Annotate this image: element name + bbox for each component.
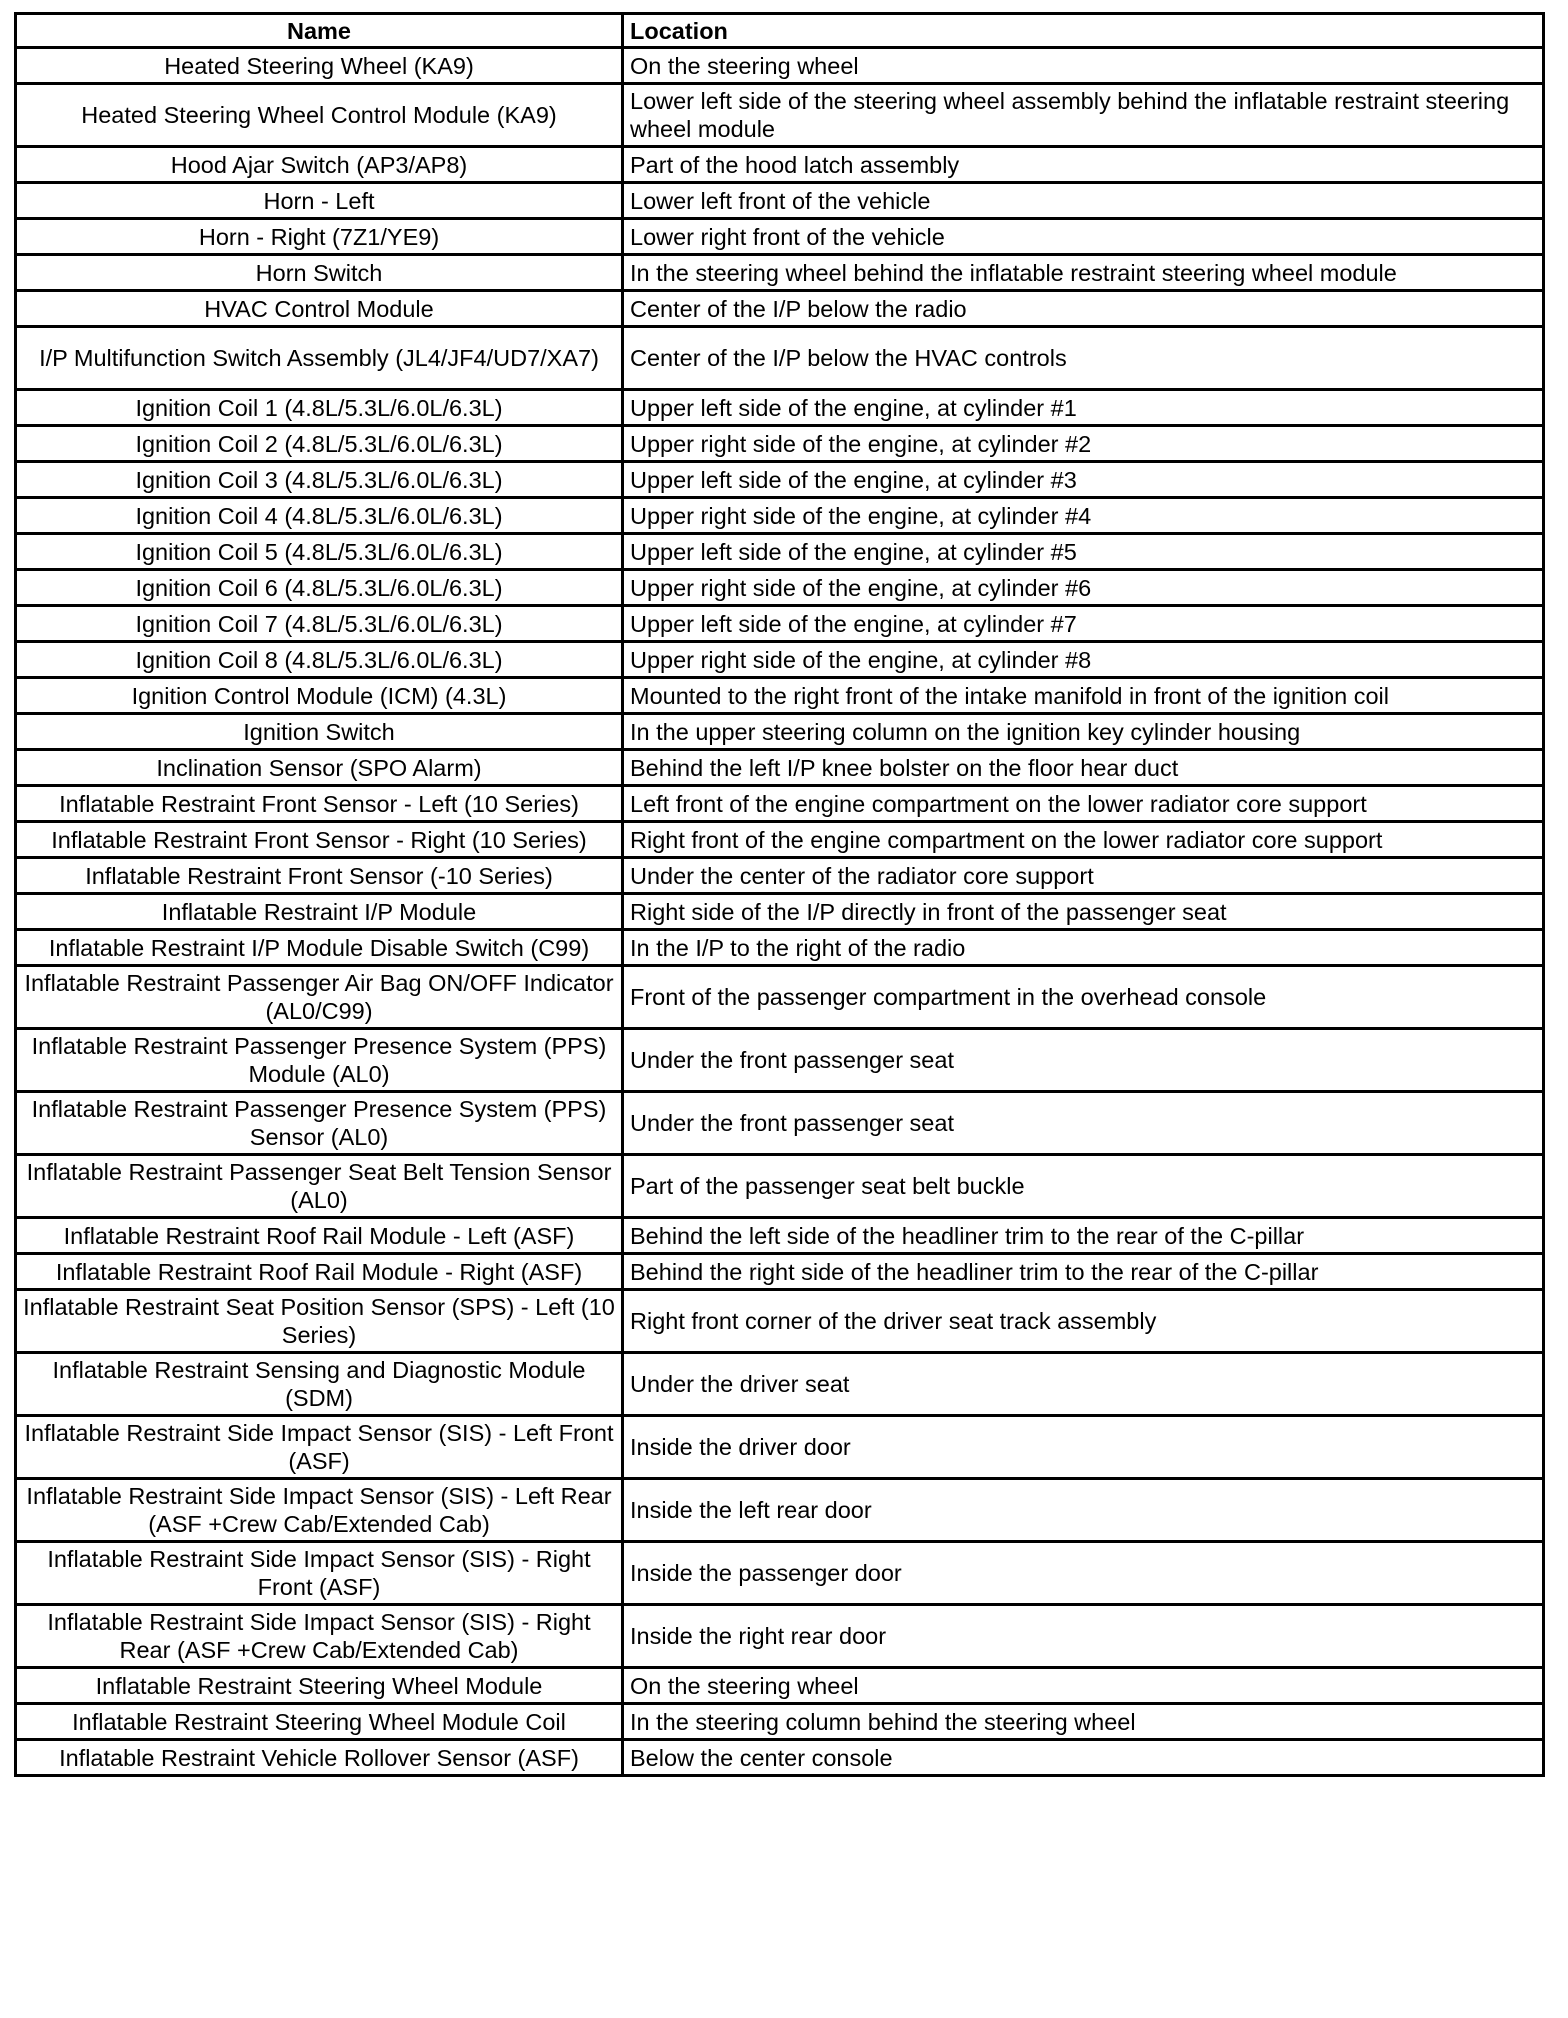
table-row <box>16 570 1544 606</box>
component-name-cell: Inflatable Restraint Vehicle Rollover Sensor (ASF) <box>16 1740 623 1776</box>
component-location-cell: Right front corner of the driver seat track assembly <box>623 1290 1544 1353</box>
component-location-cell: Behind the left I/P knee bolster on the floor hear duct <box>623 750 1544 786</box>
component-location-cell: Lower left side of the steering wheel assembly behind the inflatable restraint steering wheel module <box>623 84 1544 147</box>
component-name-cell: Inflatable Restraint Front Sensor - Left (10 Series) <box>16 786 623 822</box>
component-location-cell: Under the front passenger seat <box>623 1029 1544 1092</box>
component-location-cell: Lower right front of the vehicle <box>623 219 1544 255</box>
table-row <box>16 426 1544 462</box>
table-row <box>16 966 1544 1029</box>
component-name-cell: Inflatable Restraint Sensing and Diagnostic Module (SDM) <box>16 1353 623 1416</box>
table-row <box>16 858 1544 894</box>
table-row <box>16 894 1544 930</box>
table-row <box>16 930 1544 966</box>
component-location-cell: In the steering wheel behind the inflatable restraint steering wheel module <box>623 255 1544 291</box>
header-row <box>16 14 1544 48</box>
component-name-cell: Heated Steering Wheel Control Module (KA9) <box>16 84 623 147</box>
component-location-cell: In the upper steering column on the ignition key cylinder housing <box>623 714 1544 750</box>
table-row <box>16 498 1544 534</box>
component-location-cell: Upper left side of the engine, at cylinder #1 <box>623 390 1544 426</box>
component-name-cell: Ignition Coil 8 (4.8L/5.3L/6.0L/6.3L) <box>16 642 623 678</box>
component-name-cell: Ignition Coil 7 (4.8L/5.3L/6.0L/6.3L) <box>16 606 623 642</box>
component-name-cell: Inflatable Restraint Side Impact Sensor (SIS) - Right Rear (ASF +Crew Cab/Extended Cab) <box>16 1605 623 1668</box>
component-location-cell: Lower left front of the vehicle <box>623 183 1544 219</box>
component-name-cell: Inflatable Restraint Roof Rail Module - Right (ASF) <box>16 1254 623 1290</box>
table-row <box>16 183 1544 219</box>
component-name-cell: Horn - Left <box>16 183 623 219</box>
component-location-cell: Under the center of the radiator core support <box>623 858 1544 894</box>
component-name-cell: Ignition Coil 6 (4.8L/5.3L/6.0L/6.3L) <box>16 570 623 606</box>
component-name-cell: Inflatable Restraint I/P Module Disable Switch (C99) <box>16 930 623 966</box>
component-location-cell: Front of the passenger compartment in the overhead console <box>623 966 1544 1029</box>
component-name-cell: Inflatable Restraint Passenger Seat Belt Tension Sensor (AL0) <box>16 1155 623 1218</box>
component-name-cell: Ignition Coil 5 (4.8L/5.3L/6.0L/6.3L) <box>16 534 623 570</box>
table-row <box>16 822 1544 858</box>
component-location-cell: Behind the right side of the headliner trim to the rear of the C-pillar <box>623 1254 1544 1290</box>
component-location-cell: In the I/P to the right of the radio <box>623 930 1544 966</box>
component-location-cell: In the steering column behind the steering wheel <box>623 1704 1544 1740</box>
table-row <box>16 1254 1544 1290</box>
component-location-cell: Below the center console <box>623 1740 1544 1776</box>
component-location-cell: Upper right side of the engine, at cylinder #2 <box>623 426 1544 462</box>
component-name-cell: Ignition Switch <box>16 714 623 750</box>
table-row <box>16 1155 1544 1218</box>
component-name-cell: Inflatable Restraint Side Impact Sensor (SIS) - Right Front (ASF) <box>16 1542 623 1605</box>
component-location-cell: Behind the left side of the headliner trim to the rear of the C-pillar <box>623 1218 1544 1254</box>
table-row <box>16 1605 1544 1668</box>
table-row <box>16 1353 1544 1416</box>
component-name-cell: HVAC Control Module <box>16 291 623 327</box>
table-row <box>16 1479 1544 1542</box>
component-location-cell: Right front of the engine compartment on the lower radiator core support <box>623 822 1544 858</box>
component-location-cell: Upper right side of the engine, at cylinder #4 <box>623 498 1544 534</box>
component-name-cell: Ignition Coil 1 (4.8L/5.3L/6.0L/6.3L) <box>16 390 623 426</box>
table-row <box>16 84 1544 147</box>
component-name-cell: Inflatable Restraint Side Impact Sensor (SIS) - Left Front (ASF) <box>16 1416 623 1479</box>
component-name-cell: Inflatable Restraint Passenger Air Bag ON/OFF Indicator (AL0/C99) <box>16 966 623 1029</box>
table-row <box>16 219 1544 255</box>
component-name-cell: Inflatable Restraint Front Sensor - Right (10 Series) <box>16 822 623 858</box>
table-row <box>16 642 1544 678</box>
table-row <box>16 48 1544 84</box>
table-row <box>16 534 1544 570</box>
component-location-cell: On the steering wheel <box>623 48 1544 84</box>
component-name-cell: Inflatable Restraint Roof Rail Module - Left (ASF) <box>16 1218 623 1254</box>
location-column-header: Location <box>623 14 1544 48</box>
table-row <box>16 714 1544 750</box>
component-location-cell: Upper left side of the engine, at cylinder #5 <box>623 534 1544 570</box>
component-location-cell: Upper right side of the engine, at cylinder #6 <box>623 570 1544 606</box>
component-location-cell: Part of the hood latch assembly <box>623 147 1544 183</box>
component-name-cell: Inflatable Restraint Steering Wheel Module <box>16 1668 623 1704</box>
component-location-cell: Upper left side of the engine, at cylinder #3 <box>623 462 1544 498</box>
table-row <box>16 1704 1544 1740</box>
table-row <box>16 255 1544 291</box>
component-name-cell: Inflatable Restraint I/P Module <box>16 894 623 930</box>
component-name-cell: Ignition Coil 3 (4.8L/5.3L/6.0L/6.3L) <box>16 462 623 498</box>
component-location-cell: Mounted to the right front of the intake manifold in front of the ignition coil <box>623 678 1544 714</box>
component-location-cell: Right side of the I/P directly in front of the passenger seat <box>623 894 1544 930</box>
component-name-cell: Ignition Control Module (ICM) (4.3L) <box>16 678 623 714</box>
component-location-cell: Center of the I/P below the HVAC controls <box>623 327 1544 390</box>
component-location-cell: Under the driver seat <box>623 1353 1544 1416</box>
component-name-cell: Horn - Right (7Z1/YE9) <box>16 219 623 255</box>
component-name-cell: Hood Ajar Switch (AP3/AP8) <box>16 147 623 183</box>
table-row <box>16 750 1544 786</box>
component-location-cell: Upper right side of the engine, at cylinder #8 <box>623 642 1544 678</box>
component-name-cell: Inflatable Restraint Front Sensor (-10 Series) <box>16 858 623 894</box>
component-location-table <box>14 12 1545 1777</box>
component-name-cell: Ignition Coil 2 (4.8L/5.3L/6.0L/6.3L) <box>16 426 623 462</box>
component-name-cell: Horn Switch <box>16 255 623 291</box>
component-name-cell: Inflatable Restraint Side Impact Sensor (SIS) - Left Rear (ASF +Crew Cab/Extended Cab) <box>16 1479 623 1542</box>
component-location-cell: Center of the I/P below the radio <box>623 291 1544 327</box>
table-body <box>16 48 1544 1776</box>
component-location-cell: Inside the left rear door <box>623 1479 1544 1542</box>
component-name-cell: Inflatable Restraint Seat Position Sensor (SPS) - Left (10 Series) <box>16 1290 623 1353</box>
table-row <box>16 1740 1544 1776</box>
component-location-cell: Left front of the engine compartment on the lower radiator core support <box>623 786 1544 822</box>
table-row <box>16 1542 1544 1605</box>
table-row <box>16 1416 1544 1479</box>
table-row <box>16 147 1544 183</box>
table-row <box>16 1218 1544 1254</box>
table-row <box>16 1029 1544 1092</box>
table-row <box>16 327 1544 390</box>
component-location-cell: Part of the passenger seat belt buckle <box>623 1155 1544 1218</box>
component-name-cell: Heated Steering Wheel (KA9) <box>16 48 623 84</box>
component-location-cell: Inside the right rear door <box>623 1605 1544 1668</box>
table-row <box>16 786 1544 822</box>
component-name-cell: Ignition Coil 4 (4.8L/5.3L/6.0L/6.3L) <box>16 498 623 534</box>
component-name-cell: Inflatable Restraint Steering Wheel Module Coil <box>16 1704 623 1740</box>
table-row <box>16 291 1544 327</box>
table-row <box>16 462 1544 498</box>
component-location-cell: Inside the passenger door <box>623 1542 1544 1605</box>
table-row <box>16 678 1544 714</box>
component-name-cell: I/P Multifunction Switch Assembly (JL4/JF4/UD7/XA7) <box>16 327 623 390</box>
table-row <box>16 390 1544 426</box>
component-name-cell: Inflatable Restraint Passenger Presence System (PPS) Module (AL0) <box>16 1029 623 1092</box>
component-name-cell: Inflatable Restraint Passenger Presence System (PPS) Sensor (AL0) <box>16 1092 623 1155</box>
table-row <box>16 606 1544 642</box>
table-row <box>16 1290 1544 1353</box>
component-location-cell: Inside the driver door <box>623 1416 1544 1479</box>
name-column-header: Name <box>16 14 623 48</box>
table-row <box>16 1668 1544 1704</box>
component-name-cell: Inclination Sensor (SPO Alarm) <box>16 750 623 786</box>
component-location-cell: Upper left side of the engine, at cylinder #7 <box>623 606 1544 642</box>
table-row <box>16 1092 1544 1155</box>
component-location-cell: Under the front passenger seat <box>623 1092 1544 1155</box>
component-location-cell: On the steering wheel <box>623 1668 1544 1704</box>
